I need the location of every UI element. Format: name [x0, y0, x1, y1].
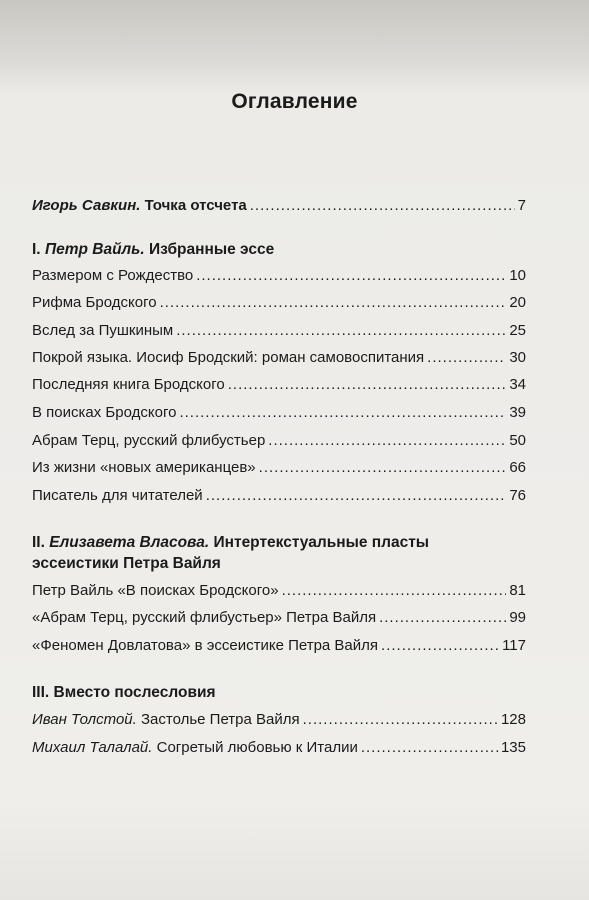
dot-leader	[282, 582, 507, 599]
toc-entry[interactable]	[32, 267, 526, 291]
dot-leader	[303, 711, 498, 728]
toc-entry[interactable]	[32, 432, 526, 456]
section-heading-2	[32, 532, 526, 574]
toc-page-number: 50	[509, 432, 526, 449]
toc-entry-title: «Феномен Довлатова» в эссеистике Петра Вайля	[32, 637, 379, 654]
toc-entry[interactable]	[32, 294, 526, 318]
dot-leader	[379, 609, 506, 626]
section-numeral: I.	[32, 241, 41, 258]
dot-leader	[427, 349, 506, 366]
toc-entry[interactable]	[32, 487, 526, 511]
dot-leader	[196, 267, 506, 284]
dot-leader	[228, 376, 507, 393]
dot-leader	[250, 197, 515, 214]
toc-page-number: 7	[517, 197, 526, 214]
toc-entry-title: Абрам Терц, русский флибустьер	[32, 432, 266, 449]
dot-leader	[206, 487, 507, 504]
toc-page-number: 128	[500, 711, 526, 728]
toc-page-number: 99	[509, 609, 526, 626]
dot-leader	[179, 404, 506, 421]
toc-entry[interactable]	[32, 349, 526, 373]
toc-entry-title: Вслед за Пушкиным	[32, 322, 174, 339]
toc-entry[interactable]	[32, 404, 526, 428]
toc-entry-title: Застолье Петра Вайля	[140, 711, 300, 728]
toc-entry-title: В поисках Бродского	[32, 404, 177, 421]
dot-leader	[176, 322, 506, 339]
section-author: Петр Вайль.	[44, 241, 145, 258]
toc-entry-title: Последняя книга Бродского	[32, 376, 225, 393]
section-numeral: II.	[32, 534, 45, 551]
toc-entry[interactable]	[32, 376, 526, 400]
toc-entry[interactable]	[32, 711, 526, 735]
toc-page-number: 39	[509, 404, 526, 421]
toc-page-number: 20	[509, 294, 526, 311]
toc-entry-title: Из жизни «новых американцев»	[32, 459, 256, 476]
toc-entry-text	[32, 197, 247, 214]
toc-entry[interactable]	[32, 322, 526, 346]
section-title: Интертекстуальные пласты	[213, 534, 430, 551]
section-title: Избранные эссе	[149, 241, 275, 258]
section-heading-3	[32, 682, 526, 703]
section-title: Вместо послесловия	[53, 684, 216, 701]
toc-page-number: 34	[509, 376, 526, 393]
toc-entry-title: Покрой языка. Иосиф Бродский: роман самовоспитания	[32, 349, 425, 366]
toc-page-number: 76	[509, 487, 526, 504]
toc-entry[interactable]	[32, 637, 526, 661]
section-heading-line-2: эссеистики Петра Вайля	[32, 555, 221, 572]
toc-page-number: 66	[509, 459, 526, 476]
toc-page-number: 10	[509, 267, 526, 284]
dot-leader	[381, 637, 499, 654]
toc-entry-author: Иван Толстой.	[32, 711, 137, 728]
toc-page-number: 81	[509, 582, 526, 599]
toc-entry-title: Писатель для читателей	[32, 487, 203, 504]
toc-entry-title: Согретый любовью к Италии	[156, 739, 358, 756]
section-heading-1	[32, 239, 526, 260]
toc-page-number: 30	[509, 349, 526, 366]
section-heading-line-1	[32, 532, 526, 553]
dot-leader	[160, 294, 507, 311]
toc-page-number: 117	[502, 637, 526, 654]
section-author: Елизавета Власова.	[49, 534, 210, 551]
toc-entry[interactable]	[32, 582, 526, 606]
toc-page-number: 135	[500, 739, 526, 756]
dot-leader	[361, 739, 498, 756]
page-title: Оглавление	[231, 90, 358, 113]
toc-entry-author: Игорь Савкин.	[32, 197, 141, 214]
toc-entry-intro[interactable]	[32, 197, 526, 221]
toc-page-number: 25	[509, 322, 526, 339]
dot-leader	[259, 459, 507, 476]
toc-entry-title: Петр Вайль «В поисках Бродского»	[32, 582, 279, 599]
toc-entry-title: Рифма Бродского	[32, 294, 157, 311]
toc-entry[interactable]	[32, 609, 526, 633]
toc-entry-title: «Абрам Терц, русский флибустьер» Петра Вайля	[32, 609, 377, 626]
toc-entry-text	[32, 711, 300, 728]
toc-entry-text	[32, 739, 358, 756]
toc-entry[interactable]	[32, 739, 526, 763]
dot-leader	[268, 432, 506, 449]
toc-entry-title: Размером с Рождество	[32, 267, 194, 284]
toc-entry[interactable]	[32, 459, 526, 483]
toc-entry-title: Точка отсчета	[144, 197, 247, 214]
section-numeral: III.	[32, 684, 50, 701]
toc-entry-author: Михаил Талалай.	[32, 739, 153, 756]
